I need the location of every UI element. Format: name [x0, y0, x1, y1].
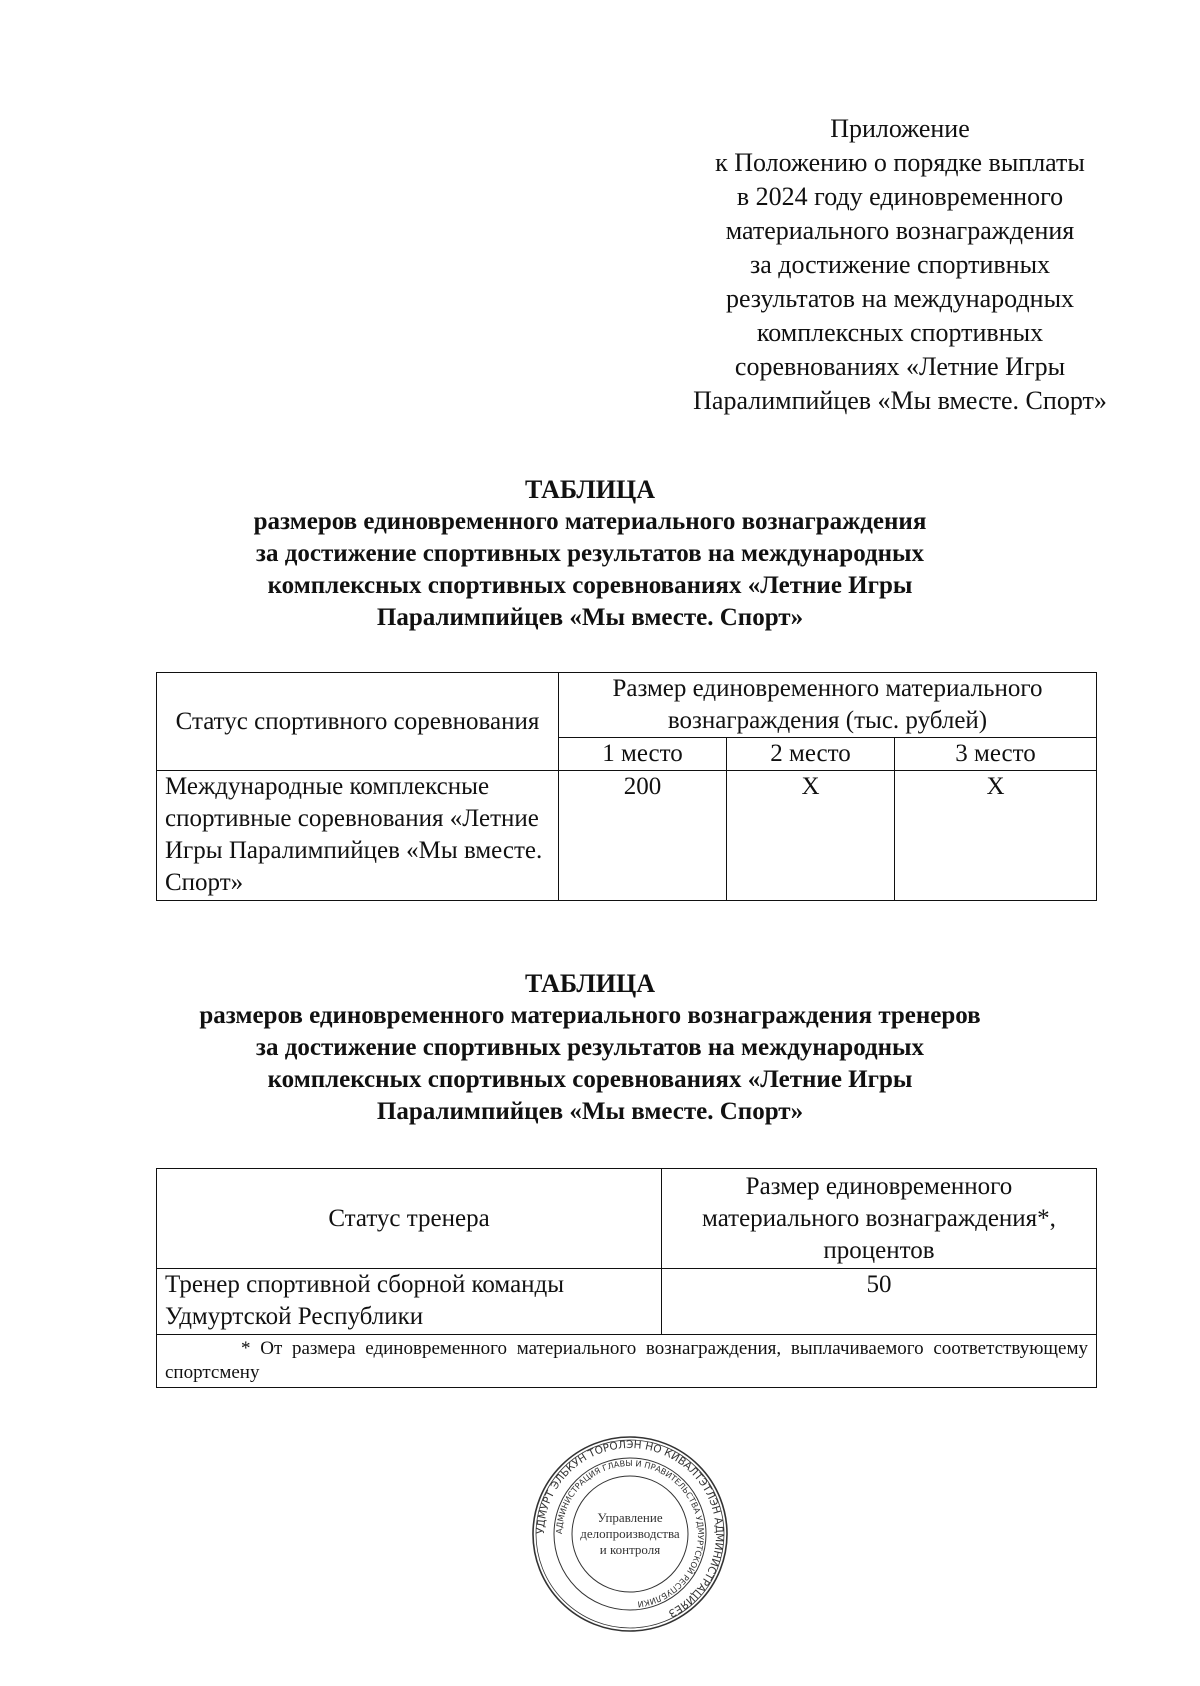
award-table: [156, 672, 1097, 901]
coach-header-status-cell: Статус тренера: [157, 1169, 662, 1269]
table2-title-line: Паралимпийцев «Мы вместе. Спорт»: [376, 1098, 804, 1125]
table1-title-line: размеров единовременного материального вознаграждения: [253, 508, 927, 535]
table2-title: [140, 968, 1040, 1128]
coach-row-status-cell: Тренер спортивной сборной команды Удмуртской Республики: [157, 1269, 662, 1335]
appendix-line: в 2024 году единовременного: [736, 182, 1064, 211]
appendix-line: к Положению о порядке выплаты: [715, 148, 1085, 177]
seal-center-line: и контроля: [599, 1542, 661, 1557]
appendix-heading: [660, 112, 1140, 418]
footnote-cell: [157, 1335, 1097, 1388]
table2-title-line: ТАБЛИЦА: [525, 969, 655, 998]
coach-header-amount-cell: Размер единовременного материального вознаграждения*, процентов: [662, 1169, 1097, 1269]
table1-title-line: комплексных спортивных соревнованиях «Летние Игры: [267, 572, 913, 599]
table1-title-line: Паралимпийцев «Мы вместе. Спорт»: [376, 604, 804, 631]
appendix-line: результатов на международных: [725, 284, 1075, 313]
row-value-place-2: Х: [727, 771, 895, 901]
seal-center-line: делопроизводства: [580, 1526, 680, 1541]
seal-inner-lettering: АДМИНИСТРАЦИЯ ГЛАВЫ И ПРАВИТЕЛЬСТВА УДМУРТСКОЙ РЕСПУБЛИКИ: [553, 1457, 707, 1610]
table2-title-line: комплексных спортивных соревнованиях «Летние Игры: [267, 1066, 913, 1093]
row-status-cell: Международные комплексные спортивные соревнования «Летние Игры Паралимпийцев «Мы вместе. Спорт»: [157, 771, 559, 901]
row-value-place-1: 200: [559, 771, 727, 901]
header-amount-cell: Размер единовременного материального вознаграждения (тыс. рублей): [559, 673, 1097, 738]
seal-center-line: Управление: [597, 1510, 663, 1525]
appendix-line: комплексных спортивных: [756, 318, 1044, 347]
table1-title-line: ТАБЛИЦА: [525, 475, 655, 504]
appendix-line: соревнованиях «Летние Игры: [734, 352, 1066, 381]
official-seal: [530, 1434, 730, 1634]
table2-title-line: размеров единовременного материального вознаграждения тренеров: [199, 1002, 981, 1029]
header-place-2: 2 место: [727, 738, 895, 771]
table2-title-line: за достижение спортивных результатов на международных: [255, 1034, 925, 1061]
header-place-1: 1 место: [559, 738, 727, 771]
footnote-text: * От размера единовременного материального вознаграждения, выплачиваемого соответствующему спортсмену: [165, 1338, 1088, 1383]
row-value-place-3: Х: [895, 771, 1097, 901]
appendix-line: за достижение спортивных: [749, 250, 1051, 279]
appendix-line: Приложение: [830, 114, 970, 143]
seal-outer-lettering: УДМУРТ ЭЛЬКУН ТОРОЛЭН НО КИВАЛТЭТЛЭН АДМИНИСТРАЦИЯЕЗ: [534, 1438, 726, 1620]
table1-title: [140, 474, 1040, 634]
table1-title-line: за достижение спортивных результатов на международных: [255, 540, 925, 567]
header-place-3: 3 место: [895, 738, 1097, 771]
coach-award-table: [156, 1168, 1097, 1388]
appendix-line: Паралимпийцев «Мы вместе. Спорт»: [693, 386, 1107, 415]
header-status-cell: Статус спортивного соревнования: [157, 673, 559, 771]
appendix-line: материального вознаграждения: [725, 216, 1075, 245]
coach-row-value-cell: 50: [662, 1269, 1097, 1335]
